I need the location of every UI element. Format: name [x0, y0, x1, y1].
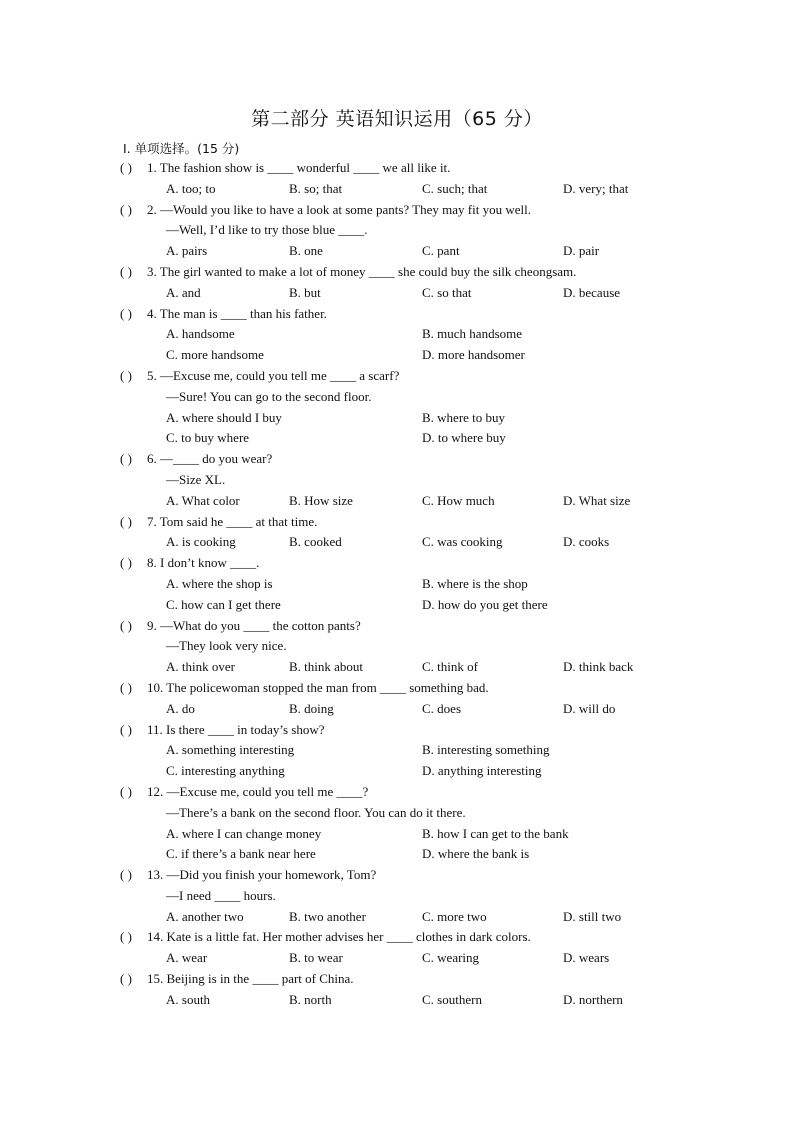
option-b[interactable]: B. doing: [289, 700, 334, 716]
question-list: [0, 158, 794, 1011]
option-d[interactable]: D. to where buy: [422, 430, 506, 446]
option-c[interactable]: C. if there’s a bank near here: [166, 846, 316, 862]
option-c[interactable]: C. was cooking: [422, 534, 503, 550]
option-b[interactable]: B. so; that: [289, 180, 343, 196]
question-9: [0, 616, 794, 637]
option-d[interactable]: D. What size: [563, 492, 631, 508]
question-13-dialogue: [0, 886, 794, 907]
question-15: [0, 969, 794, 990]
option-b[interactable]: B. to wear: [289, 950, 343, 966]
question-5: [0, 366, 794, 387]
question-10: [0, 678, 794, 699]
option-b[interactable]: B. much handsome: [422, 326, 523, 342]
option-a[interactable]: A. another two: [166, 908, 244, 924]
answer-blank[interactable]: ( ): [120, 867, 132, 883]
question-14: [0, 927, 794, 948]
answer-blank[interactable]: ( ): [120, 555, 132, 571]
question-2-options: [0, 241, 794, 262]
option-a[interactable]: A. What color: [166, 492, 240, 508]
answer-blank[interactable]: ( ): [120, 971, 132, 987]
answer-blank[interactable]: ( ): [120, 929, 132, 945]
option-d[interactable]: D. still two: [563, 908, 622, 924]
answer-blank[interactable]: ( ): [120, 263, 132, 279]
question-stem: 7. Tom said he ____ at that time.: [147, 513, 318, 529]
question-stem: 12. —Excuse me, could you tell me ____?: [147, 783, 369, 799]
option-d[interactable]: D. very; that: [563, 180, 629, 196]
option-c[interactable]: C. does: [422, 700, 461, 716]
question-12-options: [0, 844, 794, 865]
option-a[interactable]: A. do: [166, 700, 195, 716]
question-stem: 6. —____ do you wear?: [147, 451, 273, 467]
option-a[interactable]: A. is cooking: [166, 534, 236, 550]
question-1: [0, 158, 794, 179]
option-c[interactable]: C. more handsome: [166, 347, 264, 363]
question-12-options: [0, 824, 794, 845]
option-c[interactable]: C. southern: [422, 991, 482, 1007]
question-stem: 3. The girl wanted to make a lot of money ____ she could buy the silk cheongsam.: [147, 263, 577, 279]
option-b[interactable]: B. cooked: [289, 534, 342, 550]
answer-blank[interactable]: ( ): [120, 451, 132, 467]
question-14-options: [0, 948, 794, 969]
answer-blank[interactable]: ( ): [120, 160, 132, 175]
question-6: [0, 449, 794, 470]
option-d[interactable]: D. where the bank is: [422, 846, 530, 862]
option-a[interactable]: A. where the shop is: [166, 575, 273, 591]
option-d[interactable]: D. wears: [563, 950, 610, 966]
question-stem: 2. —Would you like to have a look at some pants? They may fit you well.: [147, 201, 531, 217]
option-a[interactable]: A. pairs: [166, 243, 208, 259]
question-11: [0, 720, 794, 741]
option-b[interactable]: B. How size: [289, 492, 353, 508]
question-11-options: [0, 740, 794, 761]
answer-blank[interactable]: ( ): [120, 721, 132, 737]
question-1-options: [0, 179, 794, 200]
option-d[interactable]: D. more handsomer: [422, 347, 525, 363]
option-a[interactable]: A. and: [166, 284, 201, 300]
option-c[interactable]: C. more two: [422, 908, 487, 924]
option-b[interactable]: B. where to buy: [422, 409, 506, 425]
question-4-options: [0, 324, 794, 345]
option-a[interactable]: A. south: [166, 991, 211, 1007]
question-2: [0, 200, 794, 221]
question-8: [0, 553, 794, 574]
question-8-options: [0, 595, 794, 616]
question-stem: 11. Is there ____ in today’s show?: [147, 721, 325, 737]
question-7: [0, 512, 794, 533]
option-c[interactable]: C. think of: [422, 659, 478, 675]
option-b[interactable]: B. how I can get to the bank: [422, 825, 569, 841]
option-b[interactable]: B. where is the shop: [422, 575, 528, 591]
option-c[interactable]: C. How much: [422, 492, 495, 508]
option-c[interactable]: C. to buy where: [166, 430, 250, 446]
question-6-options: [0, 491, 794, 512]
answer-blank[interactable]: ( ): [120, 783, 132, 799]
question-9-options: [0, 657, 794, 678]
question-3-options: [0, 283, 794, 304]
option-a[interactable]: A. something interesting: [166, 742, 295, 758]
option-c[interactable]: C. so that: [422, 284, 472, 300]
option-a[interactable]: A. where should I buy: [166, 409, 282, 425]
option-a[interactable]: A. handsome: [166, 326, 235, 342]
dialogue-line: —Sure! You can go to the second floor.: [166, 388, 372, 404]
question-3: [0, 262, 794, 283]
option-b[interactable]: B. think about: [289, 659, 364, 675]
answer-blank[interactable]: ( ): [120, 513, 132, 529]
section-heading: Ⅰ. 单项选择。(15 分): [123, 141, 240, 156]
question-5-dialogue: [0, 387, 794, 408]
question-12-dialogue: [0, 803, 794, 824]
option-c[interactable]: C. how can I get there: [166, 596, 281, 612]
question-4: [0, 304, 794, 325]
option-c[interactable]: C. wearing: [422, 950, 480, 966]
option-d[interactable]: D. because: [563, 284, 621, 300]
question-15-options: [0, 990, 794, 1011]
answer-blank[interactable]: ( ): [120, 679, 132, 695]
question-stem: 8. I don’t know ____.: [147, 555, 260, 571]
option-b[interactable]: B. one: [289, 243, 323, 259]
page-title: 第二部分 英语知识运用（65 分）: [251, 108, 543, 130]
question-4-options: [0, 345, 794, 366]
option-d[interactable]: D. cooks: [563, 534, 610, 550]
option-b[interactable]: B. north: [289, 991, 332, 1007]
question-2-dialogue: [0, 220, 794, 241]
dialogue-line: —There’s a bank on the second floor. You can do it there.: [166, 804, 466, 820]
dialogue-line: —Size XL.: [166, 471, 226, 487]
question-6-dialogue: [0, 470, 794, 491]
answer-blank[interactable]: ( ): [120, 617, 132, 633]
question-13-options: [0, 907, 794, 928]
question-11-options: [0, 761, 794, 782]
option-c[interactable]: C. such; that: [422, 180, 488, 196]
question-stem: 10. The policewoman stopped the man from ____ something bad.: [147, 679, 489, 695]
question-7-options: [0, 532, 794, 553]
option-a[interactable]: A. where I can change money: [166, 825, 322, 841]
question-stem: 9. —What do you ____ the cotton pants?: [147, 617, 361, 633]
dialogue-line: —I need ____ hours.: [166, 887, 276, 903]
question-stem: 13. —Did you finish your homework, Tom?: [147, 867, 377, 883]
answer-blank[interactable]: ( ): [120, 367, 132, 383]
option-d[interactable]: D. how do you get there: [422, 596, 548, 612]
option-d[interactable]: D. will do: [563, 700, 616, 716]
dialogue-line: —They look very nice.: [166, 638, 287, 654]
question-10-options: [0, 699, 794, 720]
option-d[interactable]: D. think back: [563, 659, 634, 675]
answer-blank[interactable]: ( ): [120, 305, 132, 321]
question-9-dialogue: [0, 636, 794, 657]
option-c[interactable]: C. interesting anything: [166, 763, 285, 779]
option-b[interactable]: B. but: [289, 284, 321, 300]
question-13: [0, 865, 794, 886]
option-d[interactable]: D. northern: [563, 991, 623, 1007]
option-a[interactable]: A. too; to: [166, 180, 216, 196]
option-a[interactable]: A. think over: [166, 659, 235, 675]
question-stem: 14. Kate is a little fat. Her mother advises her ____ clothes in dark colors.: [147, 929, 531, 945]
question-5-options: [0, 408, 794, 429]
dialogue-line: —Well, I’d like to try those blue ____.: [166, 222, 368, 238]
question-5-options: [0, 428, 794, 449]
question-12: [0, 782, 794, 803]
option-a[interactable]: A. wear: [166, 950, 208, 966]
question-8-options: [0, 574, 794, 595]
question-stem: 15. Beijing is in the ____ part of China.: [147, 971, 354, 987]
question-stem: 1. The fashion show is ____ wonderful ____ we all like it.: [147, 160, 451, 175]
option-b[interactable]: B. interesting something: [422, 742, 550, 758]
question-stem: 4. The man is ____ than his father.: [147, 305, 327, 321]
option-c[interactable]: C. pant: [422, 243, 460, 259]
option-d[interactable]: D. pair: [563, 243, 600, 259]
option-b[interactable]: B. two another: [289, 908, 366, 924]
question-stem: 5. —Excuse me, could you tell me ____ a scarf?: [147, 367, 400, 383]
option-d[interactable]: D. anything interesting: [422, 763, 542, 779]
answer-blank[interactable]: ( ): [120, 201, 132, 217]
